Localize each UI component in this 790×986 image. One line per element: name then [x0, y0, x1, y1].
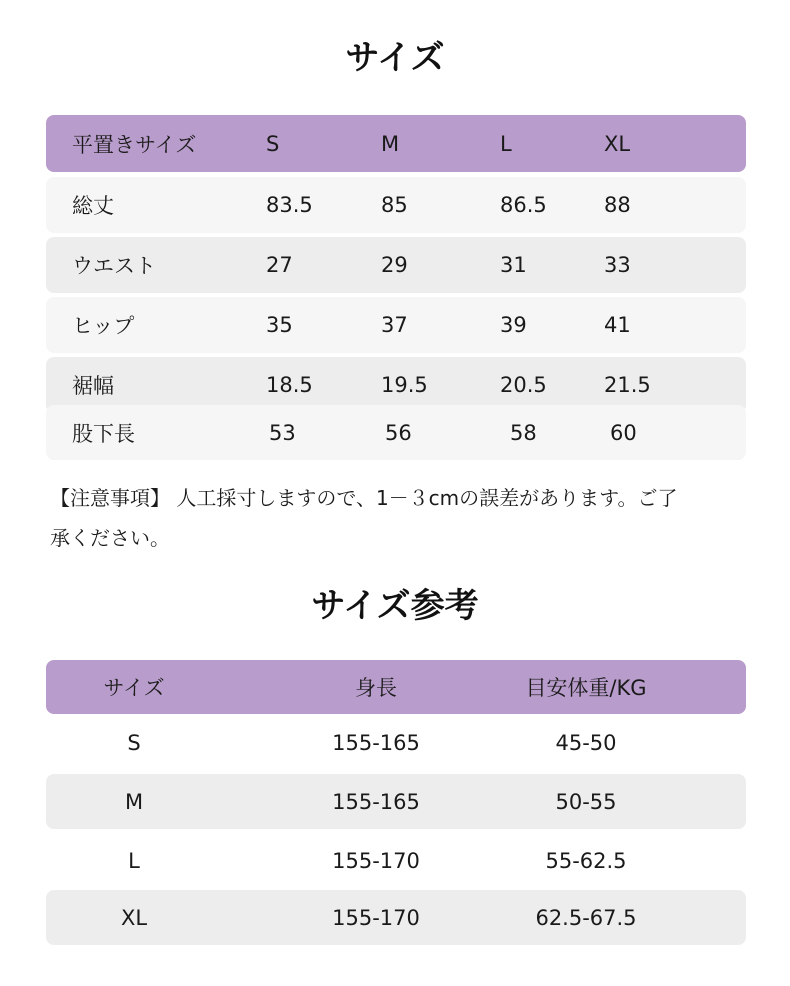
- table-cell: 155-165: [332, 731, 420, 755]
- table-row: [46, 177, 746, 233]
- size-table-header: [46, 115, 746, 172]
- table-cell: S: [127, 731, 141, 755]
- table-cell: 19.5: [381, 373, 428, 397]
- table-row: [46, 833, 746, 888]
- table-cell: 35: [266, 313, 293, 337]
- row-label: ヒップ: [72, 314, 135, 338]
- header-cell-xl: XL: [604, 131, 631, 156]
- table-cell: 45-50: [555, 731, 617, 755]
- table-cell: 39: [500, 313, 527, 337]
- table-cell: 50-55: [555, 789, 617, 814]
- size-chart-title: サイズ: [345, 38, 445, 78]
- row-label: ウエスト: [72, 254, 156, 278]
- table-row: [46, 405, 746, 460]
- table-cell: 56: [385, 420, 412, 445]
- table-cell: 31: [500, 253, 527, 277]
- size-reference-title: サイズ参考: [311, 586, 479, 626]
- table-row: [46, 890, 746, 945]
- table-cell: 53: [269, 420, 296, 445]
- table-cell: 85: [381, 193, 408, 217]
- header-cell-height: 身長: [355, 676, 397, 700]
- notice-line-2: 承ください。: [50, 526, 170, 550]
- header-cell-l: L: [500, 131, 512, 156]
- notice-text: [50, 478, 750, 558]
- header-cell-size: サイズ: [103, 676, 165, 700]
- table-cell: XL: [120, 905, 148, 930]
- table-cell: 62.5-67.5: [535, 905, 637, 930]
- table-cell: 155-170: [332, 905, 420, 930]
- table-cell: 37: [381, 313, 408, 337]
- table-row: [46, 237, 746, 293]
- table-cell: 88: [604, 193, 631, 217]
- table-cell: 33: [604, 253, 631, 277]
- table-cell: 86.5: [500, 193, 547, 217]
- table-cell: 83.5: [266, 193, 313, 217]
- table-cell: 58: [510, 420, 537, 445]
- reference-table-header: [46, 660, 746, 714]
- table-cell: 155-170: [332, 848, 420, 873]
- table-cell: 60: [610, 420, 637, 445]
- table-cell: 55-62.5: [545, 848, 627, 873]
- table-cell: 27: [266, 253, 293, 277]
- row-label: 裾幅: [72, 374, 114, 398]
- header-cell-label: 平置きサイズ: [72, 132, 197, 157]
- notice-line-1: 【注意事項】 人工採寸しますので、1－３cmの誤差があります。ご了: [50, 486, 678, 510]
- table-cell: 29: [381, 253, 408, 277]
- row-label: 股下長: [72, 421, 135, 446]
- table-cell: M: [124, 789, 144, 814]
- header-cell-m: M: [381, 131, 400, 156]
- header-cell-weight: 目安体重/KG: [525, 676, 647, 700]
- header-cell-s: S: [266, 131, 280, 156]
- table-cell: 18.5: [266, 373, 313, 397]
- table-cell: 155-165: [332, 789, 420, 814]
- table-cell: L: [128, 848, 140, 873]
- table-cell: 21.5: [604, 373, 651, 397]
- row-label: 総丈: [72, 194, 114, 218]
- table-cell: 20.5: [500, 373, 547, 397]
- table-row: [46, 297, 746, 353]
- table-row: [46, 716, 746, 770]
- table-row: [46, 774, 746, 829]
- table-cell: 41: [604, 313, 631, 337]
